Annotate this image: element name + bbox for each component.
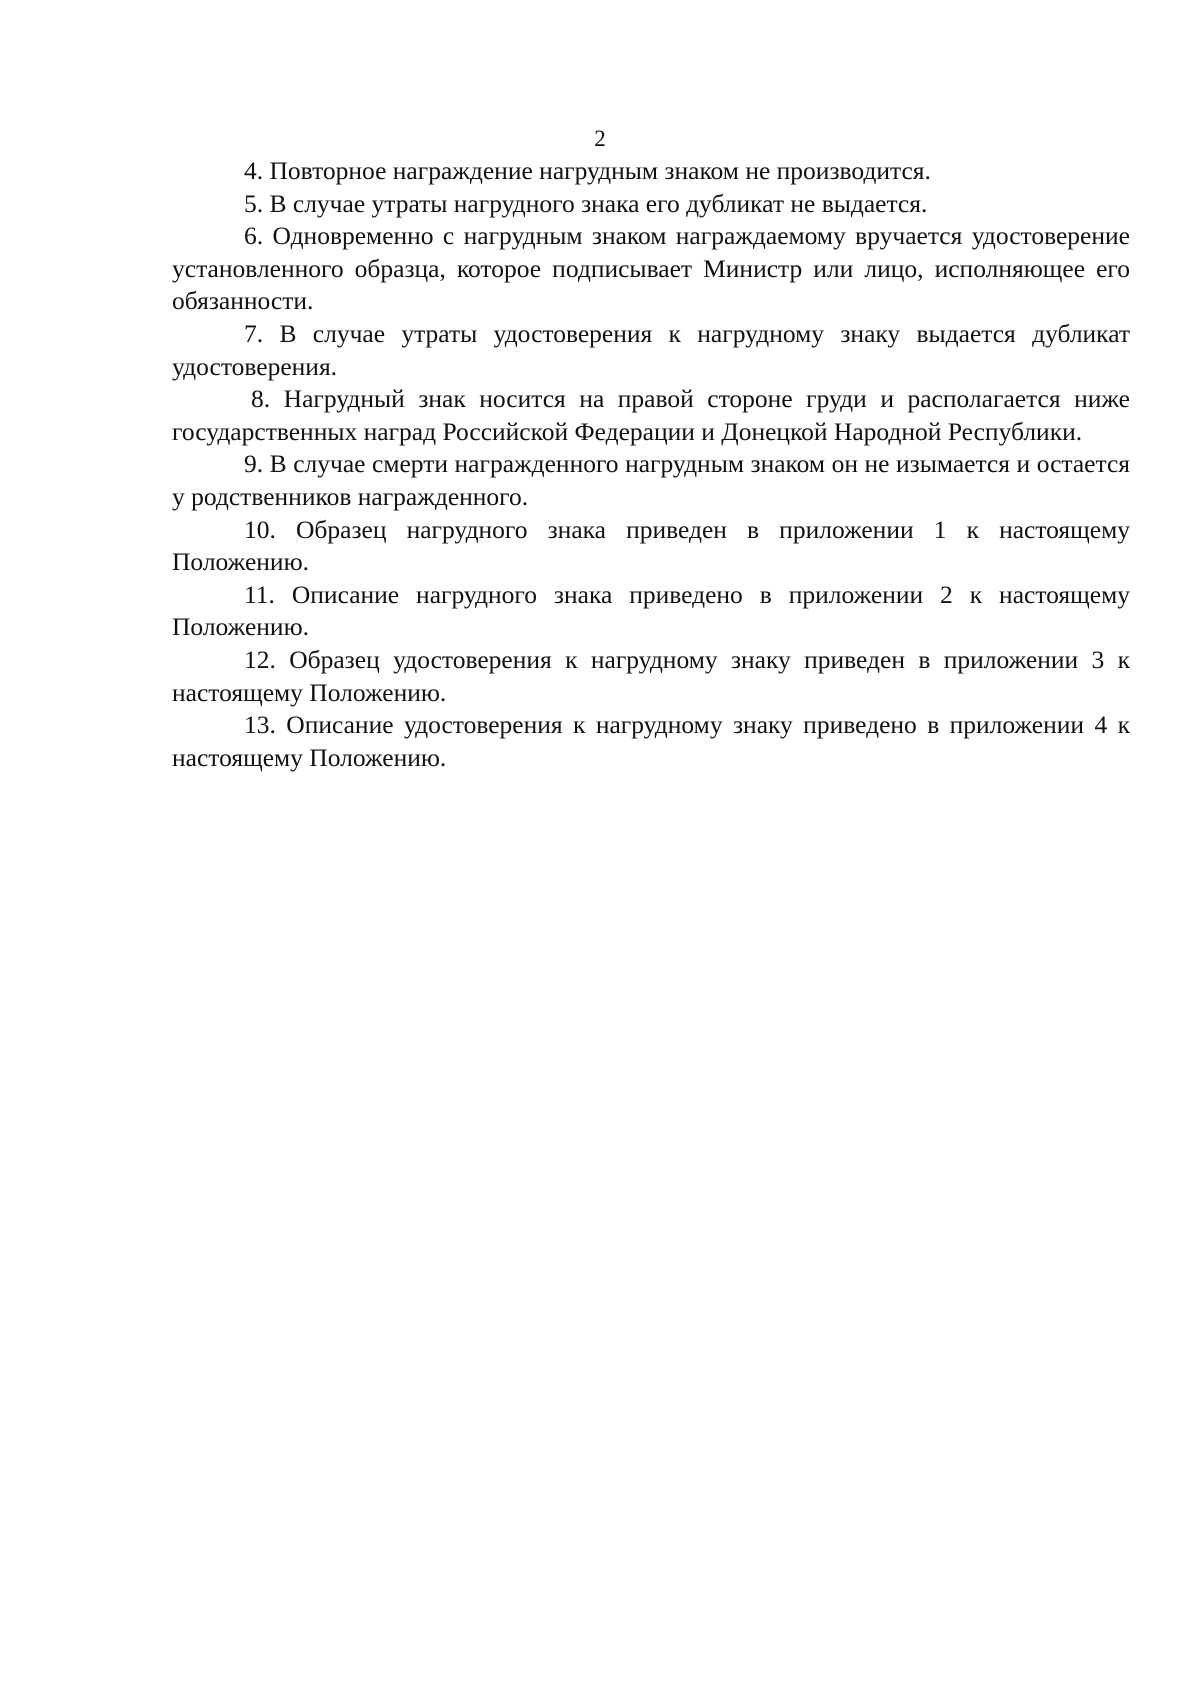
- paragraph-4: 4. Повторное награждение нагрудным знаком не производится.: [244, 156, 931, 185]
- paragraph-10: 10. Образец нагрудного знака приведен в приложении 1 к настоящему Положению.: [172, 514, 1130, 577]
- paragraph-5: 5. В случае утраты нагрудного знака его дубликат не выдается.: [244, 188, 928, 218]
- paragraph-6: 6. Одновременно с нагрудным знаком награждаемому вручается удостоверение установленного образца, которое подписывает Министр или лицо, исполняющее его обязанности.: [172, 221, 1130, 316]
- paragraph-12: 12. Образец удостоверения к нагрудному знаку приведен в приложении 3 к настоящему Положению.: [172, 644, 1130, 707]
- paragraph-11: 11. Описание нагрудного знака приведено в приложении 2 к настоящему Положению.: [172, 579, 1130, 642]
- paragraph-13: 13. Описание удостоверения к нагрудному знаку приведено в приложении 4 к настоящему Положению.: [172, 710, 1130, 772]
- document-body: [172, 155, 1130, 774]
- paragraph-7: 7. В случае утраты удостоверения к нагрудному знаку выдается дубликат удостоверения.: [172, 318, 1130, 381]
- paragraph-8: 8. Нагрудный знак носится на правой стороне груди и располагается ниже государственных наград Российской Федерации и Донецкой Народной Республики.: [172, 384, 1130, 446]
- page-number: 2: [594, 126, 606, 151]
- paragraph-9: 9. В случае смерти награжденного нагрудным знаком он не изымается и остается у родственников награжденного.: [172, 449, 1130, 511]
